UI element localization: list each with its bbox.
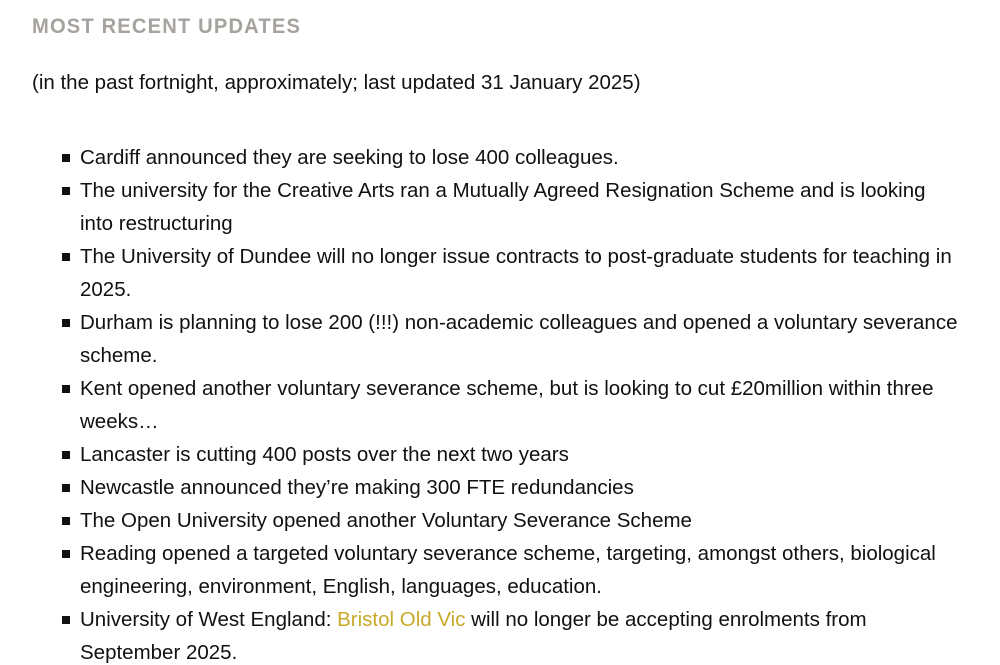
- list-item-lancaster: [80, 438, 960, 471]
- list-item-text: Newcastle announced they’re making 300 FTE redundancies: [80, 476, 634, 499]
- bullet-icon: [62, 517, 70, 525]
- list-item-text-before: University of West England:: [80, 608, 338, 631]
- list-item-text-after: will no longer be accepting enrolments from September 2025.: [80, 608, 867, 664]
- bullet-icon: [62, 253, 70, 261]
- section-heading: MOST RECENT UPDATES: [32, 15, 302, 38]
- list-item-text: Reading opened a targeted voluntary severance scheme, targeting, amongst others, biological engineering, environment, English, languages, education.: [80, 542, 936, 598]
- list-item-dundee: [80, 240, 960, 306]
- bullet-icon: [62, 616, 70, 624]
- list-item-text: The University of Dundee will no longer issue contracts to post-graduate students for teaching in 2025.: [80, 245, 952, 301]
- list-item-kent: [80, 372, 960, 438]
- list-item-text: Lancaster is cutting 400 posts over the next two years: [80, 443, 569, 466]
- list-item-text: The Open University opened another Voluntary Severance Scheme: [80, 509, 692, 532]
- list-item-cardiff: [80, 141, 960, 174]
- list-item-text: Durham is planning to lose 200 (!!!) non-academic colleagues and opened a voluntary severance scheme.: [80, 311, 958, 367]
- bullet-icon: [62, 451, 70, 459]
- list-item-newcastle: [80, 471, 960, 504]
- list-item-west-england: [80, 603, 960, 665]
- bullet-icon: [62, 187, 70, 195]
- bristol-old-vic-link[interactable]: Bristol Old Vic: [337, 608, 466, 631]
- list-item-text: Kent opened another voluntary severance scheme, but is looking to cut £20million within three weeks…: [80, 377, 934, 433]
- list-item-reading: [80, 537, 960, 603]
- bullet-icon: [62, 319, 70, 327]
- list-item-durham: [80, 306, 960, 372]
- list-item-creative-arts: [80, 174, 960, 240]
- bullet-icon: [62, 484, 70, 492]
- updates-list: [32, 141, 960, 665]
- list-item-open-university: [80, 504, 960, 537]
- list-item-text: Cardiff announced they are seeking to lose 400 colleagues.: [80, 146, 619, 169]
- intro-text: (in the past fortnight, approximately; last updated 31 January 2025): [32, 71, 641, 94]
- bullet-icon: [62, 154, 70, 162]
- bullet-icon: [62, 550, 70, 558]
- bullet-icon: [62, 385, 70, 393]
- list-item-text: The university for the Creative Arts ran a Mutually Agreed Resignation Scheme and is looking into restructuring: [80, 179, 926, 235]
